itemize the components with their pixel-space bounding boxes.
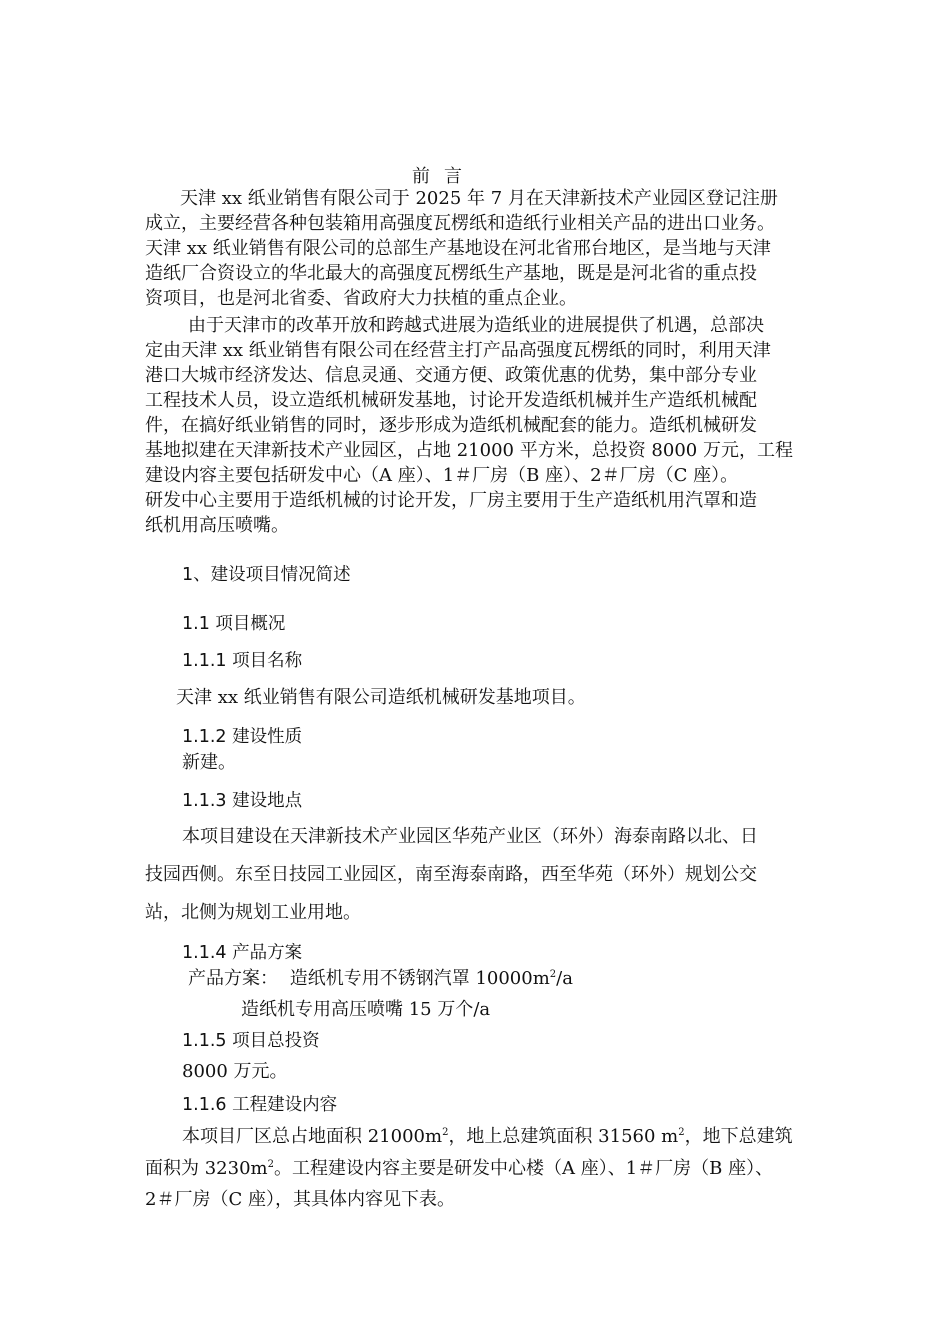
preface-p2-line: 港口大城市经济发达、信息灵通、交通方便、政策优惠的优势，集中部分专业: [145, 365, 757, 386]
location-line: 技园西侧。东至日技园工业园区，南至海泰南路，西至华苑（环外）规划公交: [145, 864, 757, 885]
preface-p2-line: 工程技术人员，设立造纸机械研发基地，讨论开发造纸机械并生产造纸机械配: [145, 390, 757, 411]
preface-p1-line: 资项目，也是河北省委、省政府大力扶植的重点企业。: [145, 288, 577, 309]
construction-content-line-2: 面积为 $3230m^2$。工程建设内容主要是研发中心楼（A 座）、1＃厂房（B 座）、: [145, 1158, 774, 1179]
section-1-1-heading: 1.1 项目概况: [182, 614, 286, 634]
preface-p2-line: 由于天津市的改革开放和跨越式进展为造纸业的进展提供了机遇，总部决: [188, 315, 764, 336]
construction-content-line-1: 本项目厂区总占地面积 $21000m^2$，地上总建筑面积 31560 $m^2$，地下总建筑: [182, 1126, 793, 1147]
location-line: 本项目建设在天津新技术产业园区华苑产业区（环外）海泰南路以北、日: [182, 826, 758, 847]
section-1-1-5-heading: 1.1.5 项目总投资: [182, 1031, 320, 1051]
preface-p2-line: 定由天津 xx 纸业销售有限公司在经营主打产品高强度瓦楞纸的同时，利用天津: [145, 340, 771, 361]
preface-p2-line: 建设内容主要包括研发中心（A 座）、1＃厂房（B 座）、2＃厂房（C 座）。: [145, 465, 739, 486]
section-1-1-6-heading: 1.1.6 工程建设内容: [182, 1095, 338, 1115]
section-1-heading: 1、建设项目情况简述: [182, 565, 351, 585]
construction-nature-text: 新建。: [182, 752, 236, 773]
preface-p2-line: 基地拟建在天津新技术产业园区，占地 21000 平方米，总投资 8000 万元，工程: [145, 440, 793, 461]
location-line: 站，北侧为规划工业用地。: [145, 902, 361, 923]
total-investment-text: 8000 万元。: [182, 1061, 288, 1082]
product-plan-item-2: 造纸机专用高压喷嘴 15 万个/a: [241, 999, 491, 1020]
preface-p2-line: 纸机用高压喷嘴。: [145, 515, 289, 536]
section-1-1-3-heading: 1.1.3 建设地点: [182, 791, 303, 811]
section-1-1-4-heading: 1.1.4 产品方案: [182, 943, 303, 963]
product-plan-label: 产品方案：: [188, 968, 278, 989]
preface-p2-line: 研发中心主要用于造纸机械的讨论开发，厂房主要用于生产造纸机用汽罩和造: [145, 490, 757, 511]
preface-title: 前言: [412, 166, 476, 187]
construction-content-line-3: 2＃厂房（C 座），其具体内容见下表。: [145, 1189, 455, 1210]
preface-p1-line: 成立，主要经营各种包装箱用高强度瓦楞纸和造纸行业相关产品的进出口业务。: [145, 213, 775, 234]
preface-p1-line: 天津 xx 纸业销售有限公司的总部生产基地设在河北省邢台地区，是当地与天津: [145, 238, 771, 259]
product-plan-line-1: [188, 966, 573, 992]
project-name-text: 天津 xx 纸业销售有限公司造纸机械研发基地项目。: [176, 687, 586, 708]
preface-p1-line: 造纸厂合资设立的华北最大的高强度瓦楞纸生产基地，既是是河北省的重点投: [145, 263, 757, 284]
section-1-1-1-heading: 1.1.1 项目名称: [182, 651, 303, 671]
preface-p1-line: 天津 xx 纸业销售有限公司于 2025 年 7 月在天津新技术产业园区登记注册: [180, 188, 778, 209]
section-1-1-2-heading: 1.1.2 建设性质: [182, 727, 303, 747]
preface-p2-line: 件，在搞好纸业销售的同时，逐步形成为造纸机械配套的能力。造纸机械研发: [145, 415, 757, 436]
product-plan-item-1: 造纸机专用不锈钢汽罩 $10000m^2/a$: [289, 968, 573, 989]
